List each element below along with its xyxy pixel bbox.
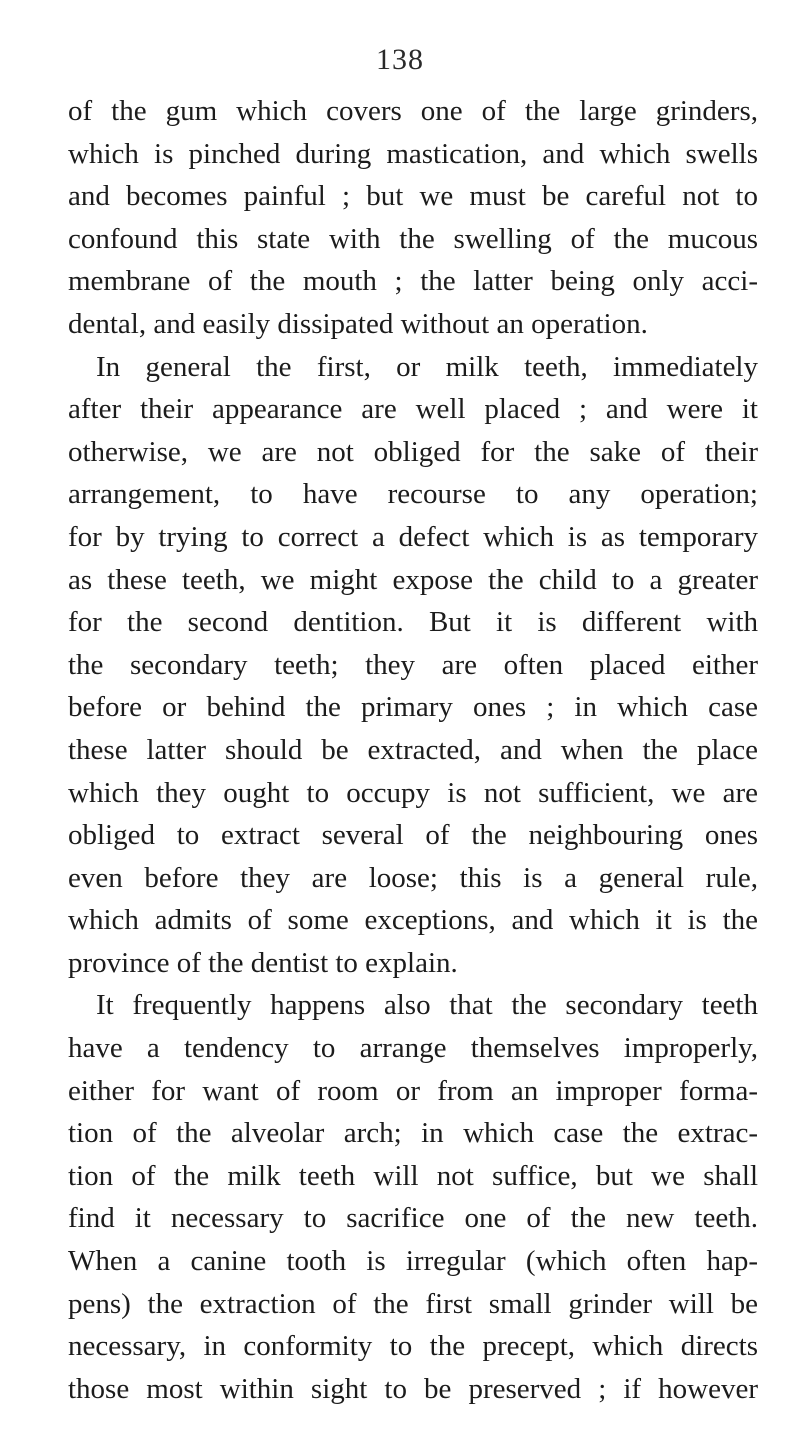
- text-line: When a canine tooth is irregular (which often hap-: [68, 1245, 758, 1278]
- text-line: find it necessary to sacrifice one of the new teeth.: [68, 1202, 758, 1235]
- text-line: those most within sight to be preserved ; if however: [68, 1372, 758, 1405]
- text-line: even before they are loose; this is a general rule,: [68, 861, 758, 894]
- text-line: before or behind the primary ones ; in which case: [68, 691, 758, 724]
- text-line: tion of the alveolar arch; in which case the extrac-: [68, 1117, 758, 1150]
- text-line: necessary, in conformity to the precept, which directs: [68, 1330, 758, 1363]
- text-line: dental, and easily dissipated without an operation.: [68, 307, 648, 340]
- page-number: 138: [376, 43, 424, 76]
- text-line: of the gum which covers one of the large grinders,: [68, 95, 758, 127]
- text-line: obliged to extract several of the neighbouring ones: [68, 819, 758, 852]
- text-line: tion of the milk teeth will not suffice, but we shall: [68, 1159, 758, 1192]
- text-line: membrane of the mouth ; the latter being only acci-: [68, 265, 758, 298]
- paragraph-start-line: It frequently happens also that the secondary teeth: [96, 989, 758, 1022]
- text-line: which they ought to occupy is not sufficient, we are: [68, 776, 758, 809]
- text-line: pens) the extraction of the first small grinder will be: [68, 1287, 758, 1320]
- text-line: otherwise, we are not obliged for the sake of their: [68, 435, 758, 468]
- text-line: the secondary teeth; they are often placed either: [68, 648, 758, 681]
- text-line: which admits of some exceptions, and which it is the: [68, 904, 758, 937]
- text-line: arrangement, to have recourse to any operation;: [68, 478, 758, 511]
- text-line: as these teeth, we might expose the child to a greater: [68, 563, 758, 596]
- body-text: [68, 90, 758, 1410]
- text-line: which is pinched during mastication, and which swells: [68, 137, 758, 170]
- paragraph-start-line: In general the first, or milk teeth, immediately: [96, 350, 758, 383]
- text-line: for by trying to correct a defect which is as temporary: [68, 520, 758, 553]
- text-line: province of the dentist to explain.: [68, 946, 458, 979]
- text-line: these latter should be extracted, and when the place: [68, 733, 758, 766]
- text-line: after their appearance are well placed ; and were it: [68, 393, 758, 426]
- text-line: confound this state with the swelling of the mucous: [68, 222, 758, 255]
- text-line: and becomes painful ; but we must be careful not to: [68, 180, 758, 213]
- text-line: have a tendency to arrange themselves improperly,: [68, 1032, 758, 1065]
- text-line: for the second dentition. But it is different with: [68, 606, 758, 639]
- text-line: either for want of room or from an improper forma-: [68, 1074, 758, 1107]
